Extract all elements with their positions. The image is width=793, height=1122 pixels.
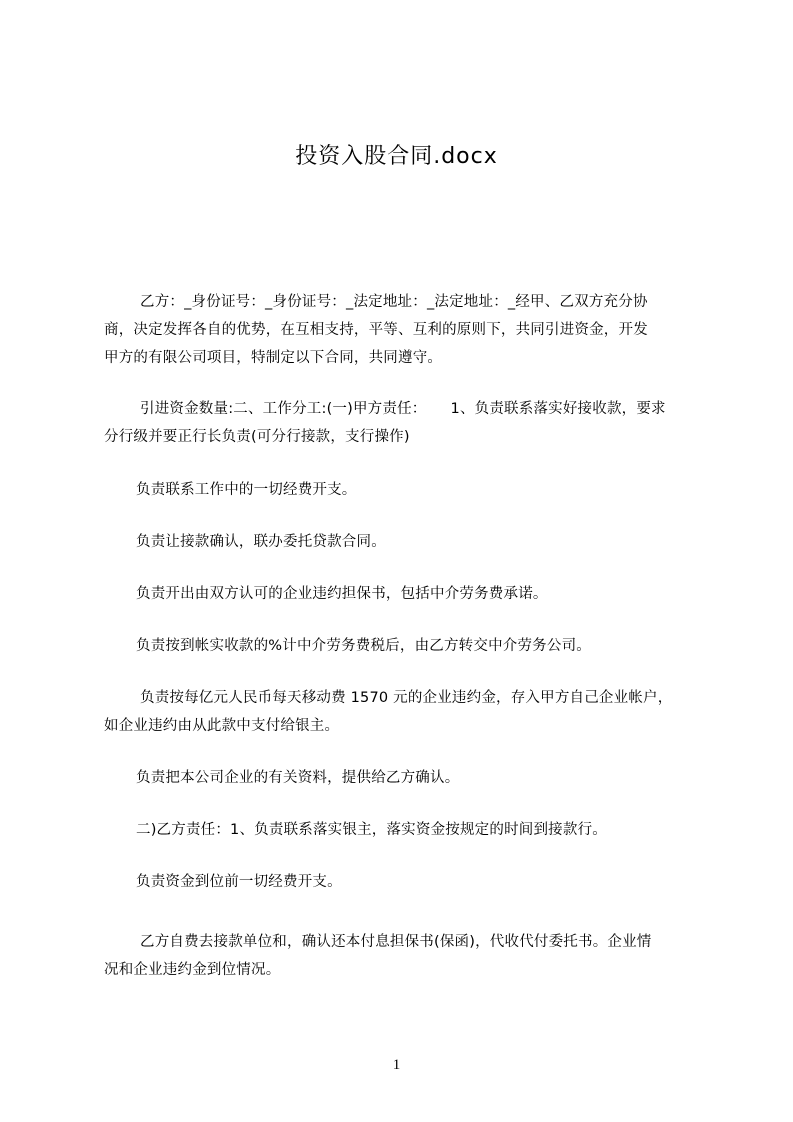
paragraph-line: 负责让接款确认，联办委托贷款合同。 xyxy=(136,534,386,550)
paragraph-penalty xyxy=(104,684,704,740)
paragraph-line: 负责按到帐实收款的%计中介劳务费税后，由乙方转交中介劳务公司。 xyxy=(136,638,591,654)
paragraph-line: 乙方：_身份证号：_身份证号：_法定地址：_法定地址：_经甲、乙双方充分协 xyxy=(140,294,648,310)
paragraph-line: 乙方自费去接款单位和，确认还本付息担保书(保函)，代收代付委托书。企业情 xyxy=(140,934,652,950)
paragraph-line: 甲方的有限公司项目，特制定以下合同，共同遵守。 xyxy=(104,350,443,366)
paragraph-line: 商，决定发挥各自的优势，在互相支持，平等、互利的原则下，共同引进资金，开发 xyxy=(104,322,648,338)
paragraph-service-fee xyxy=(104,632,704,660)
paragraph-party-b-expenses xyxy=(104,868,704,896)
paragraph-line: 负责资金到位前一切经费开支。 xyxy=(136,874,342,890)
paragraph-party-b-duties xyxy=(104,816,704,844)
paragraph-line: 负责联系工作中的一切经费开支。 xyxy=(136,482,357,498)
paragraph-confirmation xyxy=(104,528,704,556)
paragraph-expenses xyxy=(104,476,704,504)
paragraph-line: 况和企业违约金到位情况。 xyxy=(104,962,281,978)
paragraph-guarantee xyxy=(104,580,704,608)
paragraph-line: 负责开出由双方认可的企业违约担保书，包括中介劳务费承诺。 xyxy=(136,586,548,602)
paragraph-company-info xyxy=(104,764,704,792)
paragraph-line: 二)乙方责任：1、负责联系落实银主，落实资金按规定的时间到接款行。 xyxy=(136,822,607,838)
paragraph-parties xyxy=(104,288,704,372)
document-title: 投资入股合同.docx xyxy=(295,144,498,169)
paragraph-line: 负责把本公司企业的有关资料，提供给乙方确认。 xyxy=(136,770,460,786)
page-number: 1 xyxy=(392,1057,401,1073)
paragraph-line: 分行级并要正行长负责(可分行接款，支行操作) xyxy=(104,429,410,445)
paragraph-party-b-visit xyxy=(104,928,704,984)
paragraph-line: 负责按每亿元人民币每天移动费 1570 元的企业违约金，存入甲方自己企业帐户， xyxy=(140,690,673,706)
paragraph-line: 引进资金数量:二、工作分工:(一)甲方责任： 1、负责联系落实好接收款，要求 xyxy=(140,401,666,417)
paragraph-capital-and-duties xyxy=(104,395,704,451)
paragraph-line: 如企业违约由从此款中支付给银主。 xyxy=(104,718,340,734)
